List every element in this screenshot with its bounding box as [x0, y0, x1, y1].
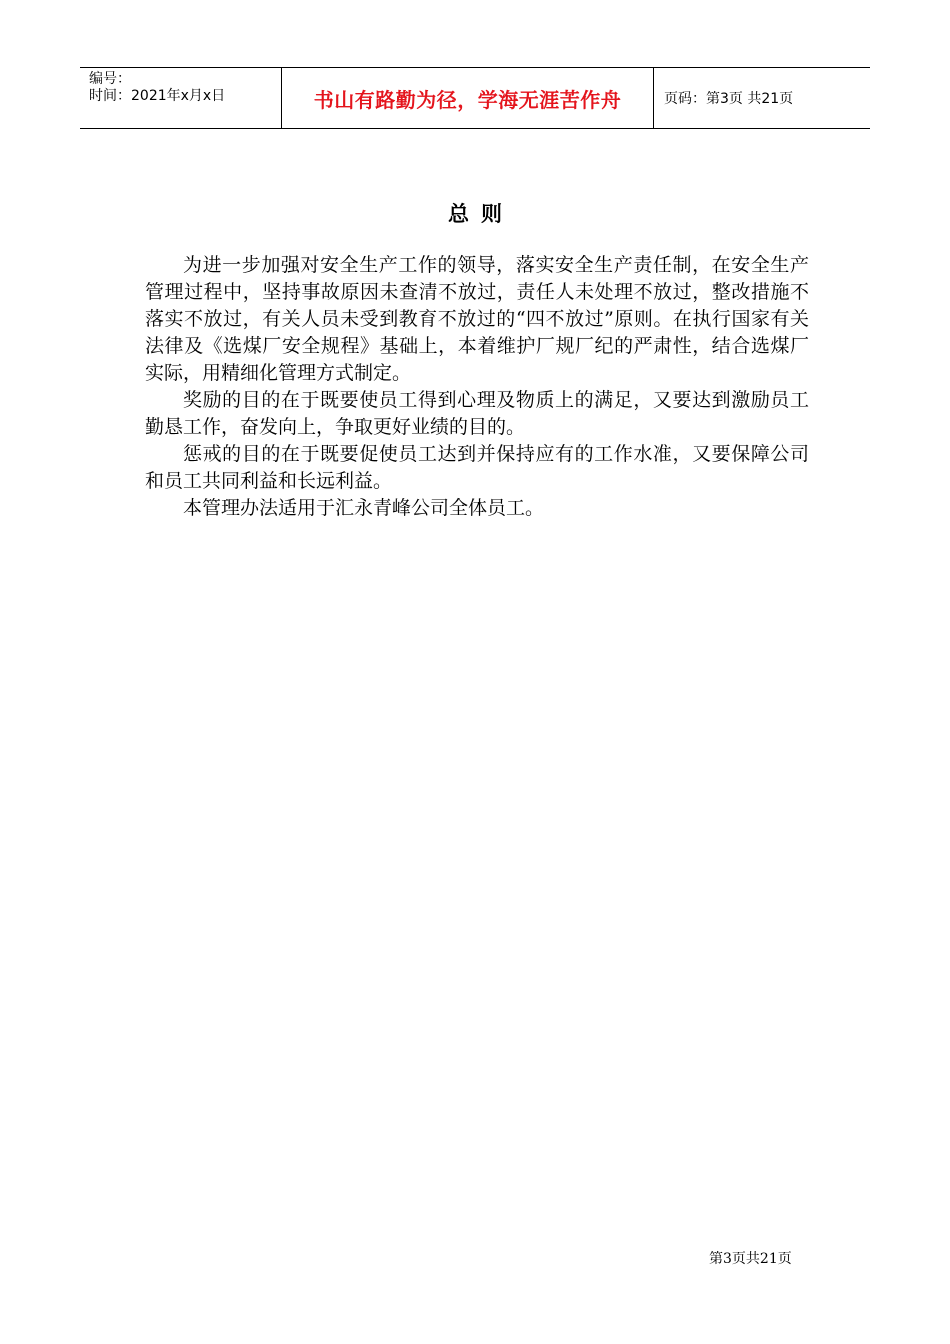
document-number-label: 编号：: [89, 71, 131, 87]
header-motto: 书山有路勤为径，学海无涯苦作舟: [282, 68, 654, 128]
paragraph: 惩戒的目的在于既要促使员工达到并保持应有的工作水准，又要保障公司和员工共同利益和长远利益。: [145, 443, 809, 492]
page-footer: 第3页共21页: [709, 1251, 792, 1267]
header-page-number: 页码：第3页 共21页: [664, 91, 794, 107]
paragraph: 本管理办法适用于汇永青峰公司全体员工。: [183, 497, 545, 519]
page-header: [80, 67, 870, 129]
paragraph: 奖励的目的在于既要使员工得到心理及物质上的满足，又要达到激励员工勤恳工作，奋发向上，争取更好业绩的目的。: [145, 389, 809, 438]
paragraph: 为进一步加强对安全生产工作的领导，落实安全生产责任制，在安全生产管理过程中，坚持事故原因未查清不放过，责任人未处理不放过，整改措施不落实不放过，有关人员未受到教育不放过的“四不放过”原则。在执行国家有关法律及《选煤厂安全规程》基础上，本着维护厂规厂纪的严肃性，结合选煤厂实际，用精细化管理方式制定。: [145, 254, 809, 384]
document-body: [145, 252, 809, 522]
document-title: 总则: [448, 202, 514, 226]
document-time-label: 时间：2021年x月x日: [89, 88, 226, 104]
header-meta: [80, 68, 282, 128]
